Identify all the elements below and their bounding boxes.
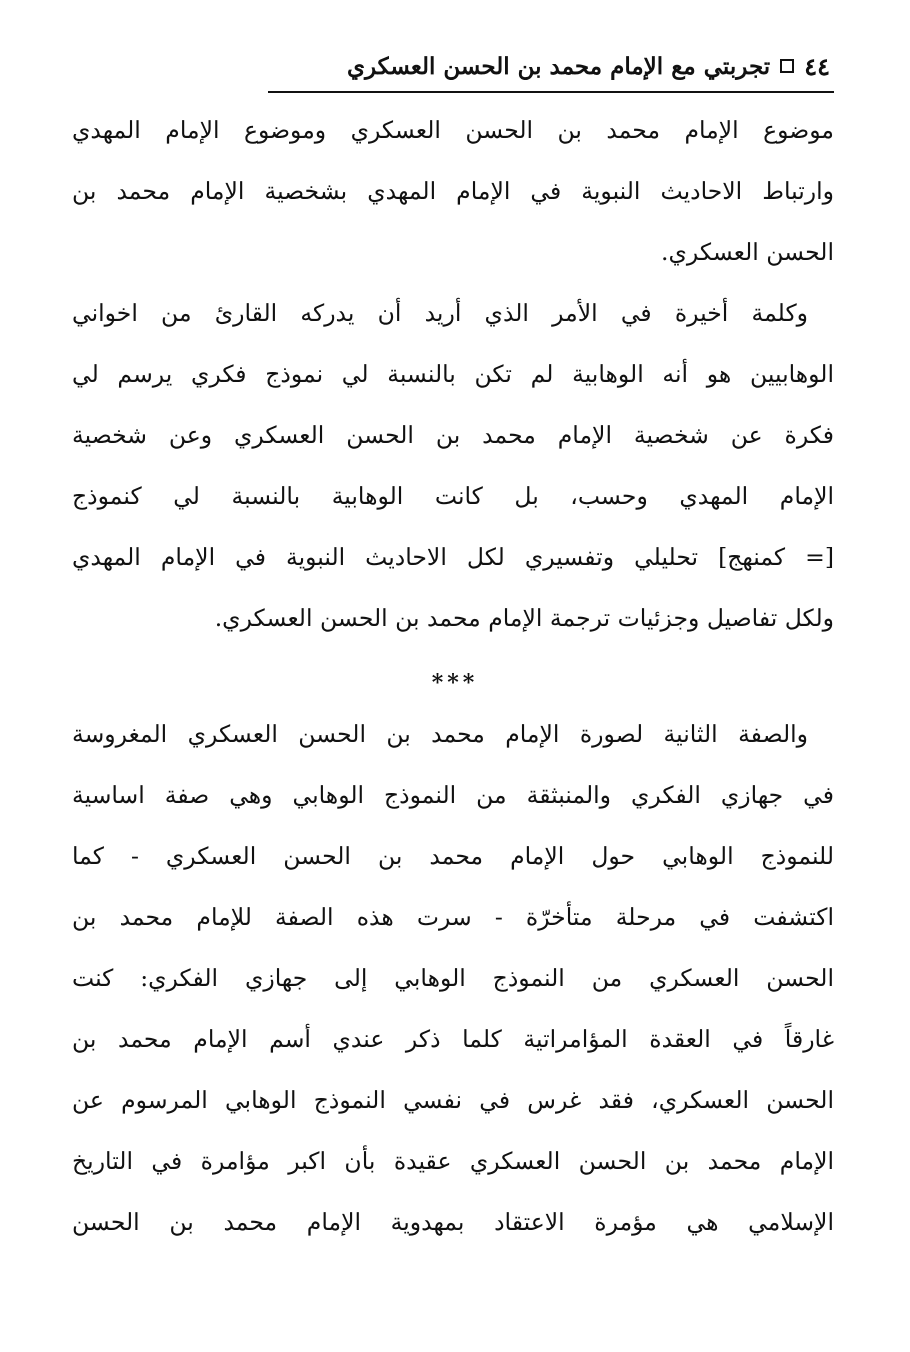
text-line: وكلمة أخيرة في الأمر الذي أريد أن يدركه القارئ من اخواني [72,299,808,327]
text-line: الإمام محمد بن الحسن العسكري عقيدة بأن اكبر مؤامرة في التاريخ [72,1147,834,1175]
text-line: ولكل تفاصيل وجزئيات ترجمة الإمام محمد بن الحسن العسكري. [214,604,834,632]
text-line: للنموذج الوهابي حول الإمام محمد بن الحسن العسكري - كما [72,842,834,870]
running-title: تجربتي مع الإمام محمد بن الحسن العسكري [346,52,771,80]
text-line: وارتباط الاحاديث النبوية في الإمام المهدي بشخصية الإمام محمد بن [72,177,834,205]
text-line: الحسن العسكري. [661,238,834,266]
square-ornament-icon [780,59,794,73]
text-line: فكرة عن شخصية الإمام محمد بن الحسن العسكري وعن شخصية [72,421,834,449]
body-text-block-2 [72,704,834,1253]
text-line: الحسن العسكري من النموذج الوهابي إلى جهازي الفكري: كنت [72,964,834,992]
text-line: موضوع الإمام محمد بن الحسن العسكري وموضوع الإمام المهدي [72,116,834,144]
text-line: الإسلامي هي مؤمرة الاعتقاد بمهدوية الإمام محمد بن الحسن [72,1208,834,1236]
text-line: الحسن العسكري، فقد غرس في نفسي النموذج الوهابي المرسوم عن [72,1086,834,1114]
page-header [268,44,830,88]
header-divider [268,91,834,93]
text-line: والصفة الثانية لصورة الإمام محمد بن الحسن العسكري المغروسة [72,720,808,748]
text-line: [= كمنهج] تحليلي وتفسيري لكل الاحاديث النبوية في الإمام المهدي [72,543,834,571]
text-line: الوهابيين هو أنه الوهابية لم تكن بالنسبة لي نموذج فكري يرسم لي [72,360,834,388]
page-number: ٤٤ [804,51,830,81]
text-line: غارقاً في العقدة المؤامراتية كلما ذكر عندي أسم الإمام محمد بن [72,1025,834,1053]
section-separator: *** [431,670,479,696]
text-line: اكتشفت في مرحلة متأخرّة - سرت هذه الصفة للإمام محمد بن [72,903,834,931]
body-text-block-1 [72,100,834,649]
text-line: في جهازي الفكري والمنبثقة من النموذج الوهابي وهي صفة اساسية [72,781,834,809]
text-line: الإمام المهدي وحسب، بل كانت الوهابية بالنسبة لي كنموذج [72,482,834,510]
